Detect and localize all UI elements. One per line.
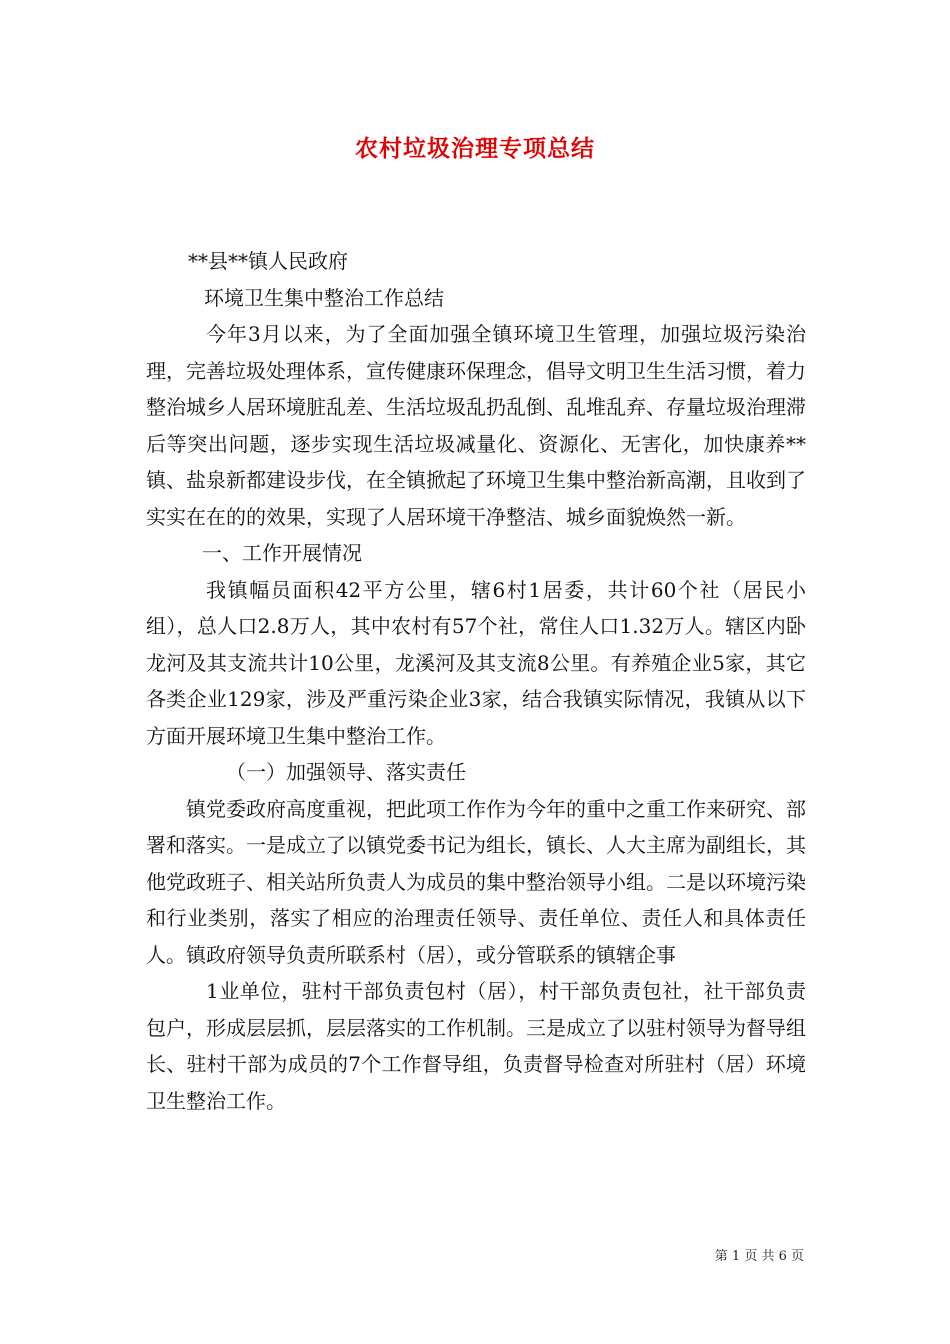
intro-paragraph: 今年3月以来，为了全面加强全镇环境卫生管理，加强垃圾污染治理，完善垃圾处理体系，宣传健康环保理念，倡导文明卫生生活习惯，着力整治城乡人居环境脏乱差、生活垃圾乱扔乱倒、乱堆乱弃、存量垃圾治理滞后等突出问题，逐步实现生活垃圾减量化、资源化、无害化，加快康养**镇、盐泉新都建设步伐，在全镇掀起了环境卫生集中整治新高潮，且收到了实实在在的的效果，实现了人居环境干净整洁、城乡面貌焕然一新。 — [146, 322, 806, 529]
org-line: **县**镇人民政府 — [188, 249, 348, 273]
section-body-paragraph: 我镇幅员面积42平方公里，辖6村1居委，共计60个社（居民小组），总人口2.8万人，其中农村有57个社，常住人口1.32万人。辖区内卧龙河及其支流共计10公里，龙溪河及其支流8公里。有养殖企业5家，其它各类企业129家，涉及严重污染企业3家，结合我镇实际情况，我镇从以下方面开展环境卫生集中整治工作。 — [146, 577, 806, 748]
subsection-heading: （一）加强领导、落实责任 — [226, 760, 466, 784]
document-body — [146, 243, 806, 1119]
document-subtitle: 环境卫生集中整治工作总结 — [204, 285, 444, 310]
section-heading: 一、工作开展情况 — [202, 541, 362, 565]
document-title: 农村垃圾治理专项总结 — [355, 135, 595, 162]
continuation-paragraph: 1业单位，驻村干部负责包村（居），村干部负责包社，社干部负责包户，形成层层抓，层层落实的工作机制。三是成立了以驻村领导为督导组长、驻村干部为成员的7个工作督导组，负责督导检查对所驻村（居）环境卫生整治工作。 — [146, 979, 806, 1113]
subsection-body-paragraph: 镇党委政府高度重视，把此项工作作为今年的重中之重工作来研究、部署和落实。一是成立了以镇党委书记为组长，镇长、人大主席为副组长，其他党政班子、相关站所负责人为成员的集中整治领导小组。二是以环境污染和行业类别，落实了相应的治理责任领导、责任单位、责任人和具体责任人。镇政府领导负责所联系村（居），或分管联系的镇辖企事 — [146, 796, 806, 967]
page-number-footer: 第 1 页 共 6 页 — [714, 1249, 804, 1264]
